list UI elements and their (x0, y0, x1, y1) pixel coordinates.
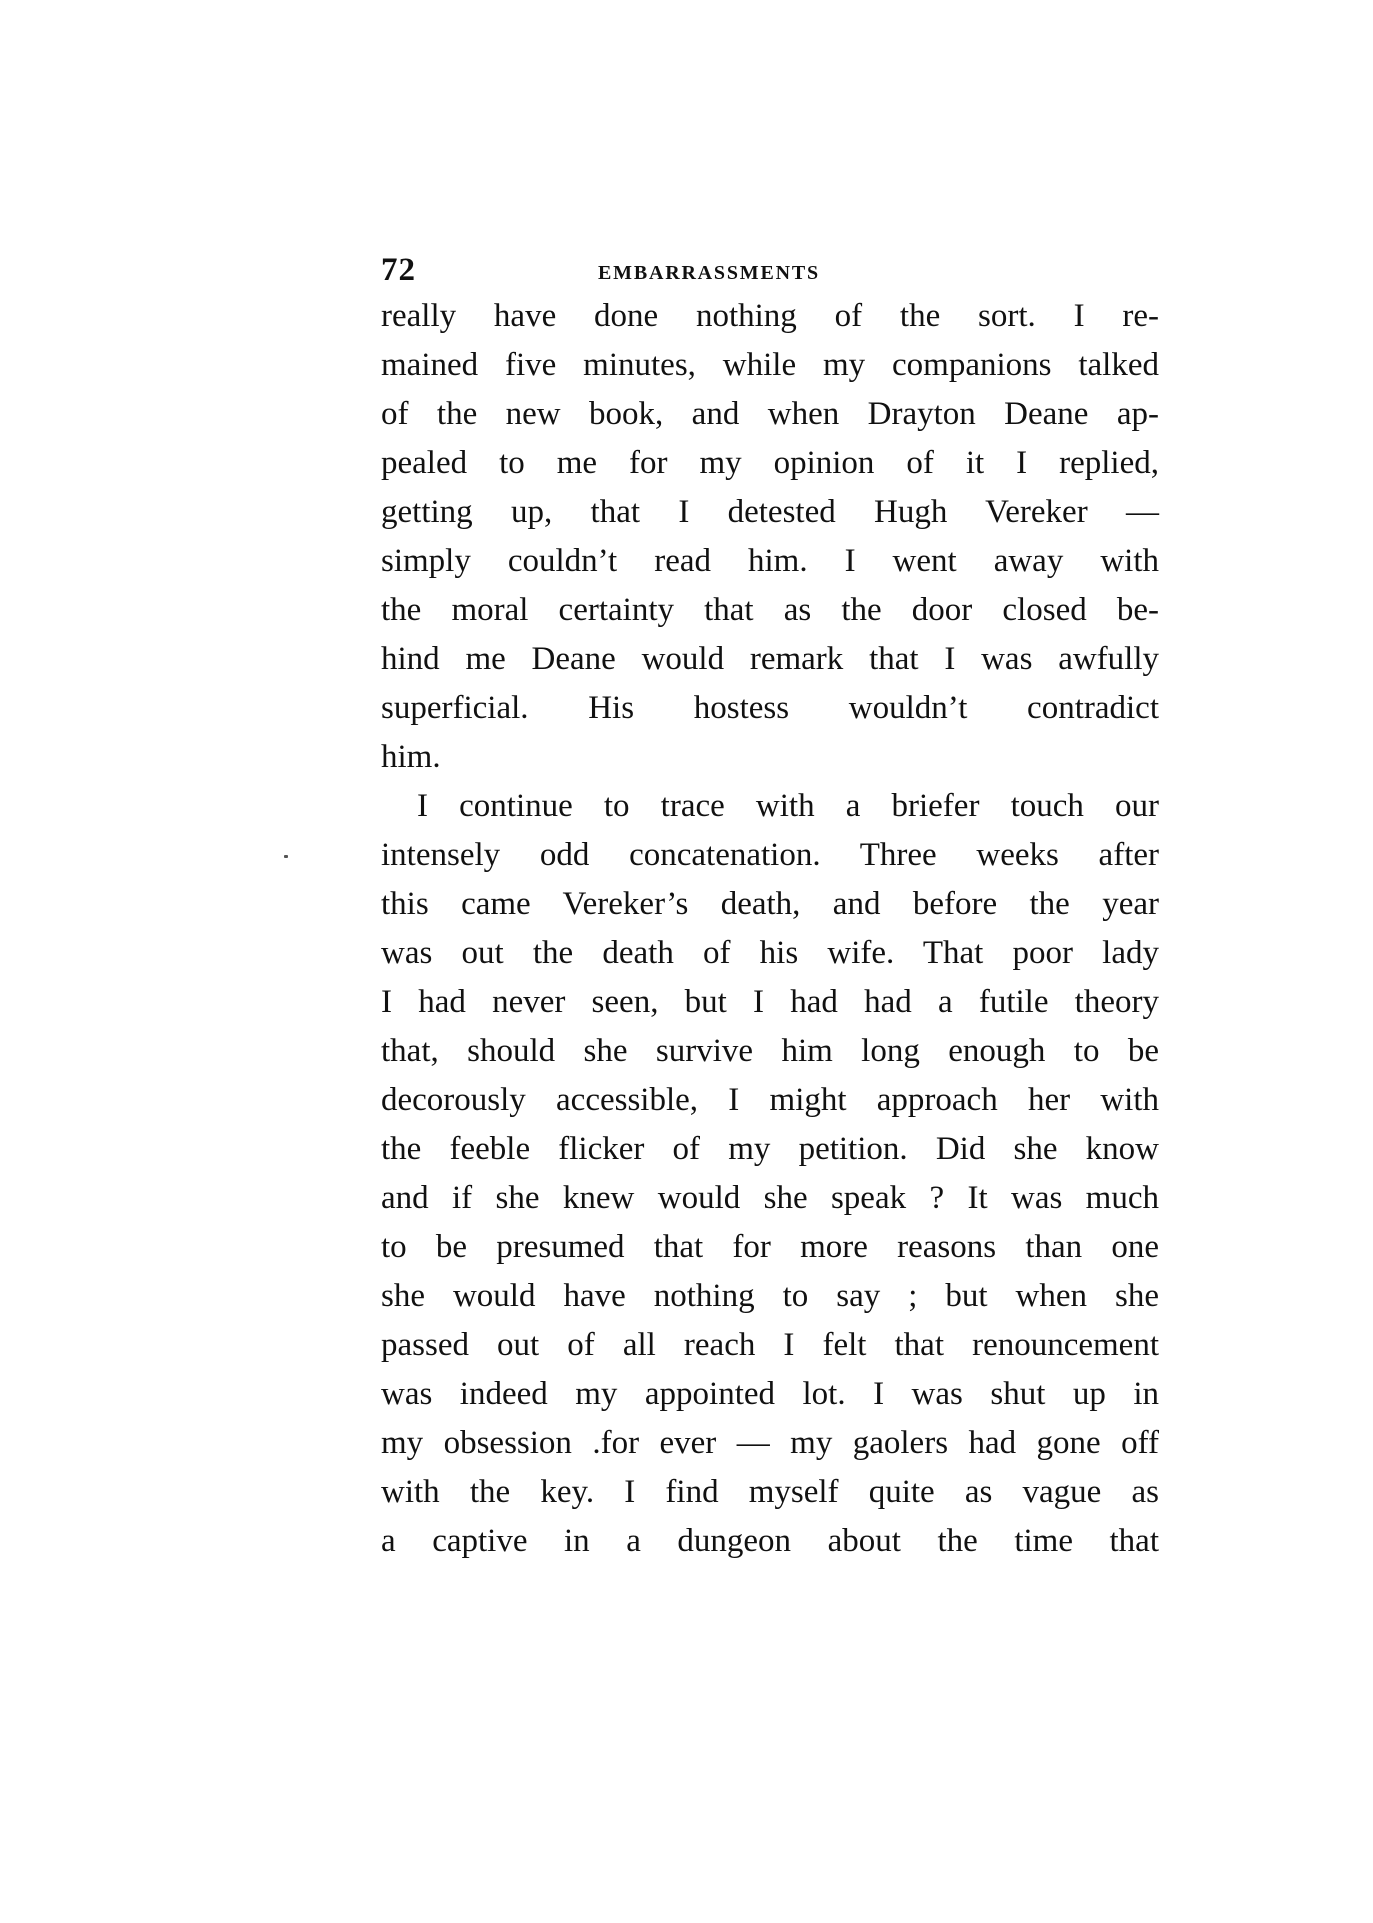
text-line: the moral certainty that as the door closed be- (381, 592, 1159, 628)
margin-speck (284, 855, 288, 858)
page-number: 72 (381, 252, 416, 288)
text-line: pealed to me for my opinion of it I replied, (381, 445, 1159, 481)
text-line: was indeed my appointed lot. I was shut up in (381, 1376, 1159, 1412)
text-line: decorously accessible, I might approach her with (381, 1082, 1159, 1118)
text-line: she would have nothing to say ; but when she (381, 1278, 1159, 1314)
text-line: him. (381, 739, 441, 775)
text-line: that, should she survive him long enough to be (381, 1033, 1159, 1069)
paragraph-1 (381, 292, 1159, 782)
running-head: EMBARRASSMENTS (598, 262, 820, 284)
text-line: of the new book, and when Drayton Deane ap- (381, 396, 1159, 432)
body-text (381, 292, 1159, 1566)
text-line: getting up, that I detested Hugh Vereker — (381, 494, 1159, 530)
text-line: superficial. His hostess wouldn’t contradict (381, 690, 1159, 726)
text-line: to be presumed that for more reasons than one (381, 1229, 1159, 1265)
text-line: mained five minutes, while my companions talked (381, 347, 1159, 383)
text-line: hind me Deane would remark that I was awfully (381, 641, 1159, 677)
text-line: really have done nothing of the sort. I re- (381, 298, 1159, 334)
text-line: this came Vereker’s death, and before the year (381, 886, 1159, 922)
text-line: intensely odd concatenation. Three weeks after (381, 837, 1159, 873)
text-line: a captive in a dungeon about the time that (381, 1523, 1159, 1559)
text-line: was out the death of his wife. That poor lady (381, 935, 1159, 971)
text-line: I had never seen, but I had had a futile theory (381, 984, 1159, 1020)
text-line: and if she knew would she speak ? It was much (381, 1180, 1159, 1216)
text-line: simply couldn’t read him. I went away with (381, 543, 1159, 579)
text-line: with the key. I find myself quite as vague as (381, 1474, 1159, 1510)
text-line: passed out of all reach I felt that renouncement (381, 1327, 1159, 1363)
text-line: the feeble flicker of my petition. Did she know (381, 1131, 1159, 1167)
text-line: my obsession .for ever — my gaolers had gone off (381, 1425, 1159, 1461)
paragraph-2 (381, 782, 1159, 1566)
text-line: I continue to trace with a briefer touch our (417, 788, 1159, 824)
